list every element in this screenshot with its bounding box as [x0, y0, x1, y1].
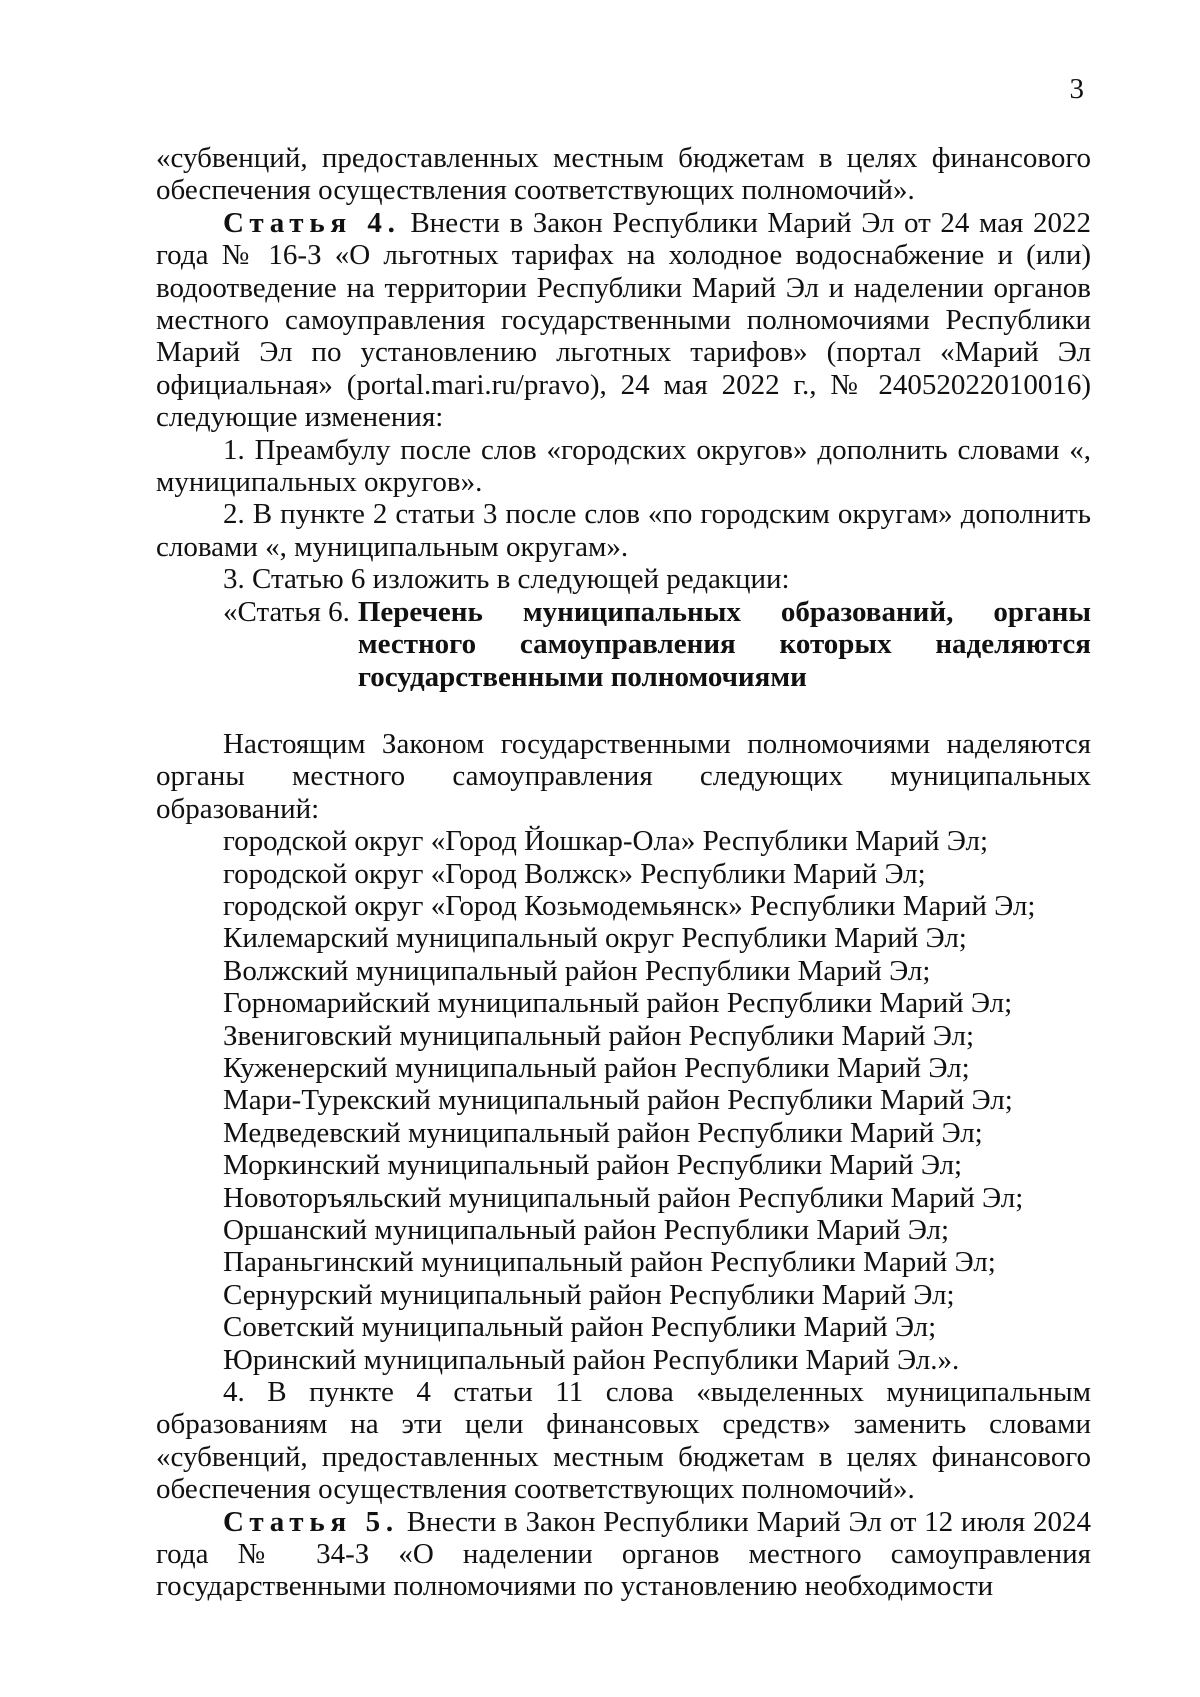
list-item: городской округ «Город Козьмодемьянск» Республики Марий Эл;	[223, 889, 1036, 922]
page-number: 3	[1069, 73, 1084, 105]
list-item: Звениговский муниципальный район Республики Марий Эл;	[223, 1019, 975, 1052]
list-item: Волжский муниципальный район Республики Марий Эл;	[223, 954, 931, 987]
article-6-heading	[223, 596, 1091, 693]
list-item: Мари-Турекский муниципальный район Республики Марий Эл;	[223, 1084, 1013, 1117]
municipality-list	[156, 825, 1091, 1376]
list-item: Параньгинский муниципальный район Республики Марий Эл;	[223, 1246, 996, 1279]
list-item: Килемарский муниципальный округ Республики Марий Эл;	[223, 922, 967, 955]
article-6-prefix: «Статья 6.	[223, 595, 350, 628]
article-4-label: Статья 4.	[223, 206, 401, 239]
item-2: 2. В пункте 2 статьи 3 после слов «по городским округам» дополнить словами «, муниципальным округам».	[156, 498, 1091, 563]
item-4: 4. В пункте 4 статьи 11 слова «выделенных муниципальным образованиям на эти цели финансовых средств» заменить словами «субвенций, предоставленных местным бюджетам в целях финансового обеспечения осуществления соответствующих полномочий».	[156, 1376, 1091, 1506]
list-item: Юринский муниципальный район Республики Марий Эл.».	[223, 1343, 960, 1376]
list-item: Куженерский муниципальный район Республики Марий Эл;	[223, 1051, 970, 1084]
paragraph-continuation: «субвенций, предоставленных местным бюджетам в целях финансового обеспечения осуществления соответствующих полномочий».	[156, 142, 1091, 207]
article-4-text: Внести в Закон Республики Марий Эл от 24 мая 2022 года № 16-З «О льготных тарифах на холодное водоснабжение и (или) водоотведение на территории Республики Марий Эл и наделении органов местного самоуправления государственными полномочиями Республики Марий Эл по установлению льготных тарифов» (портал «Марий Эл официальная» (portal.mari.ru/pravo), 24 мая 2022 г., № 24052022010016) следующие изменения:	[156, 206, 1091, 434]
article-6-lead: Настоящим Законом государственными полномочиями наделяются органы местного самоуправления следующих муниципальных образований:	[156, 727, 1091, 825]
list-item: Оршанский муниципальный район Республики Марий Эл;	[223, 1214, 950, 1246]
article-5-paragraph	[156, 1506, 1091, 1603]
document-body	[156, 142, 1091, 1603]
list-item: городской округ «Город Волжск» Республики Марий Эл;	[223, 857, 926, 890]
list-item: Горномарийский муниципальный район Республики Марий Эл;	[223, 987, 1013, 1020]
item-1: 1. Преамбулу после слов «городских округов» дополнить словами «, муниципальных округов».	[156, 433, 1091, 499]
list-item: Медведевский муниципальный район Республики Марий Эл;	[223, 1116, 983, 1149]
item-3: 3. Статью 6 изложить в следующей редакции:	[223, 563, 790, 596]
article-6-title: Перечень муниципальных образований, органы местного самоуправления которых наделяются государственными полномочиями	[357, 595, 1091, 693]
list-item: Советский муниципальный район Республики Марий Эл;	[223, 1311, 937, 1344]
article-4-paragraph	[156, 207, 1091, 434]
article-5-text: Внести в Закон Республики Марий Эл от 12 июля 2024 года № 34-З «О наделении органов местного самоуправления государственными полномочиями по установлению необходимости	[156, 1505, 1091, 1603]
list-item: Сернурский муниципальный район Республики Марий Эл;	[223, 1278, 955, 1311]
list-item: городской округ «Город Йошкар-Ола» Республики Марий Эл;	[223, 825, 989, 858]
list-item: Моркинский муниципальный район Республики Марий Эл;	[223, 1149, 963, 1182]
list-item: Новоторъяльский муниципальный район Республики Марий Эл;	[223, 1181, 1024, 1214]
article-5-label: Статья 5.	[223, 1505, 399, 1538]
